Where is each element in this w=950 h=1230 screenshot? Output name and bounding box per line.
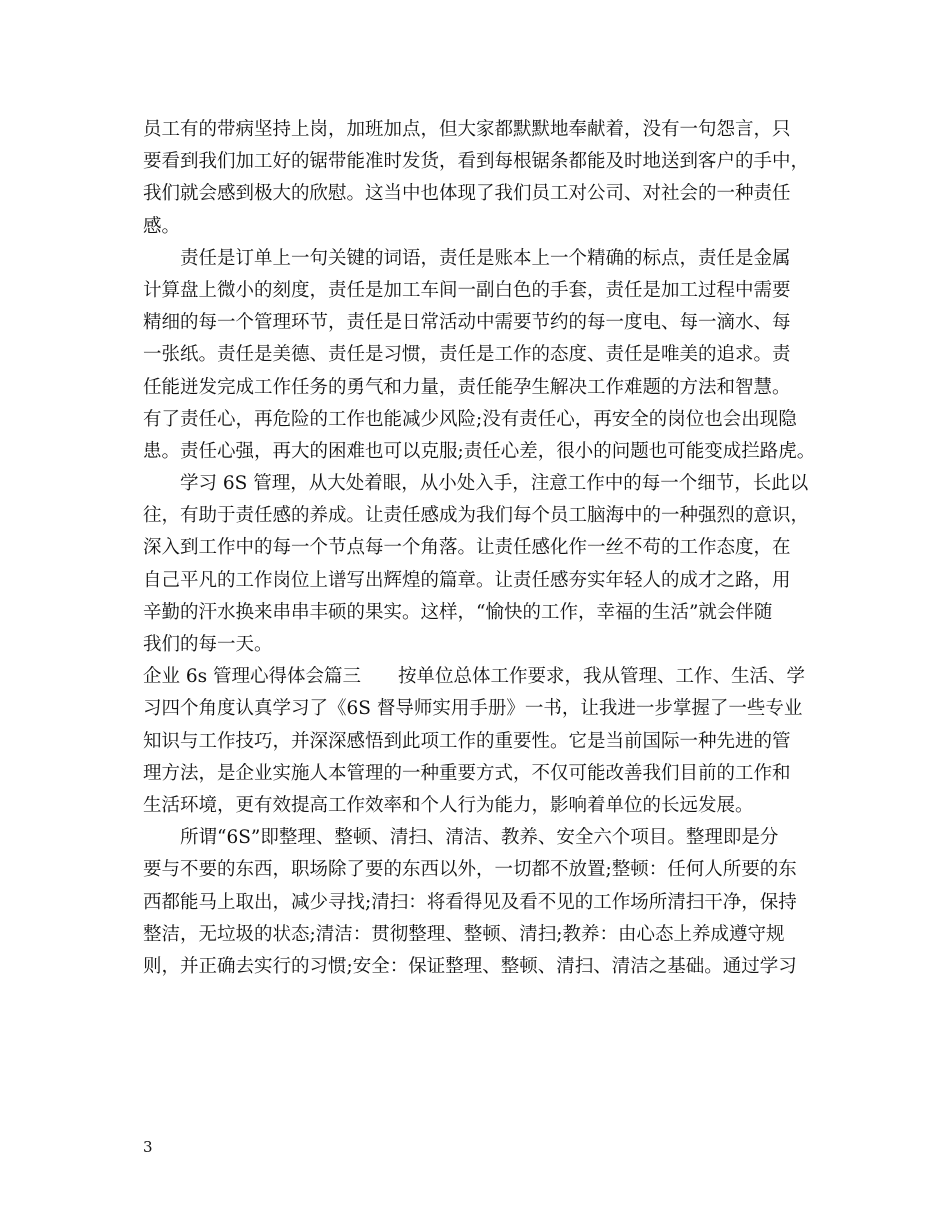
text-line: 自己平凡的工作岗位上谱写出辉煌的篇章。让责任感夯实年轻人的成才之路，用 <box>143 569 791 591</box>
text-line: 西都能马上取出，减少寻找;清扫：将看得见及看不见的工作场所清扫干净，保持 <box>143 891 797 913</box>
text-line: 生活环境，更有效提高工作效率和个人行为能力，影响着单位的长远发展。 <box>143 794 754 816</box>
text-line: 则，并正确去实行的习惯;安全：保证整理、整顿、清扫、清洁之基础。通过学习 <box>143 955 797 977</box>
text-line: 理方法，是企业实施人本管理的一种重要方式，不仅可能改善我们目前的工作和 <box>143 762 791 784</box>
text-line: 精细的每一个管理环节，责任是日常活动中需要节约的每一度电、每一滴水、每 <box>143 312 791 334</box>
text-line: 任能迸发完成工作任务的勇气和力量，责任能孕生解决工作难题的方法和智慧。 <box>143 376 791 398</box>
text-line: 我们就会感到极大的欣慰。这当中也体现了我们员工对公司、对社会的一种责任 <box>143 183 791 205</box>
paragraph-first-line: 学习 6S 管理，从大处着眼，从小处入手，注意工作中的每一个细节，长此以 <box>180 473 809 495</box>
paragraph-first-line: 责任是订单上一句关键的词语，责任是账本上一个精确的标点，责任是金属 <box>180 247 791 269</box>
text-line: 往，有助于责任感的养成。让责任感成为我们每个员工脑海中的一种强烈的意识， <box>143 505 810 527</box>
text-line: 计算盘上微小的刻度，责任是加工车间一副白色的手套，责任是加工过程中需要 <box>143 279 791 301</box>
text-line: 要与不要的东西，职场除了要的东西以外，一切都不放置;整顿：任何人所要的东 <box>143 859 797 881</box>
paragraph-first-line: 所谓“6S”即整理、整顿、清扫、清洁、教养、安全六个项目。整理即是分 <box>180 827 779 849</box>
text-line: 习四个角度认真学习了《6S 督导师实用手册》一书，让我进一步掌握了一些专业 <box>143 698 803 720</box>
page-number: 3 <box>143 1138 153 1156</box>
text-line: 员工有的带病坚持上岗，加班加点，但大家都默默地奉献着，没有一句怨言，只 <box>143 119 791 140</box>
text-line: 辛勤的汗水换来串串丰硕的果实。这样，“愉快的工作，幸福的生活”就会伴随 <box>143 601 773 623</box>
text-line: 一张纸。责任是美德、责任是习惯，责任是工作的态度、责任是唯美的追求。责 <box>143 344 791 366</box>
section-heading-line: 企业 6s 管理心得体会篇三 按单位总体工作要求，我从管理、工作、生活、学 <box>143 666 806 688</box>
text-line: 感。 <box>143 215 181 237</box>
text-line: 我们的每一天。 <box>143 634 273 655</box>
text-line: 有了责任心，再危险的工作也能减少风险;没有责任心，再安全的岗位也会出现隐 <box>143 408 797 430</box>
text-line: 要看到我们加工好的锯带能准时发货，看到每根锯条都能及时地送到客户的手中， <box>143 151 810 173</box>
text-line: 知识与工作技巧，并深深感悟到此项工作的重要性。它是当前国际一种先进的管 <box>143 730 791 752</box>
body-text <box>143 114 816 983</box>
text-line: 整洁，无垃圾的状态;清洁：贯彻整理、整顿、清扫;教养：由心态上养成遵守规 <box>143 923 785 945</box>
text-line: 深入到工作中的每一个节点每一个角落。让责任感化作一丝不苟的工作态度，在 <box>143 537 791 559</box>
text-line: 患。责任心强，再大的困难也可以克服;责任心差，很小的问题也可能变成拦路虎。 <box>143 440 816 462</box>
